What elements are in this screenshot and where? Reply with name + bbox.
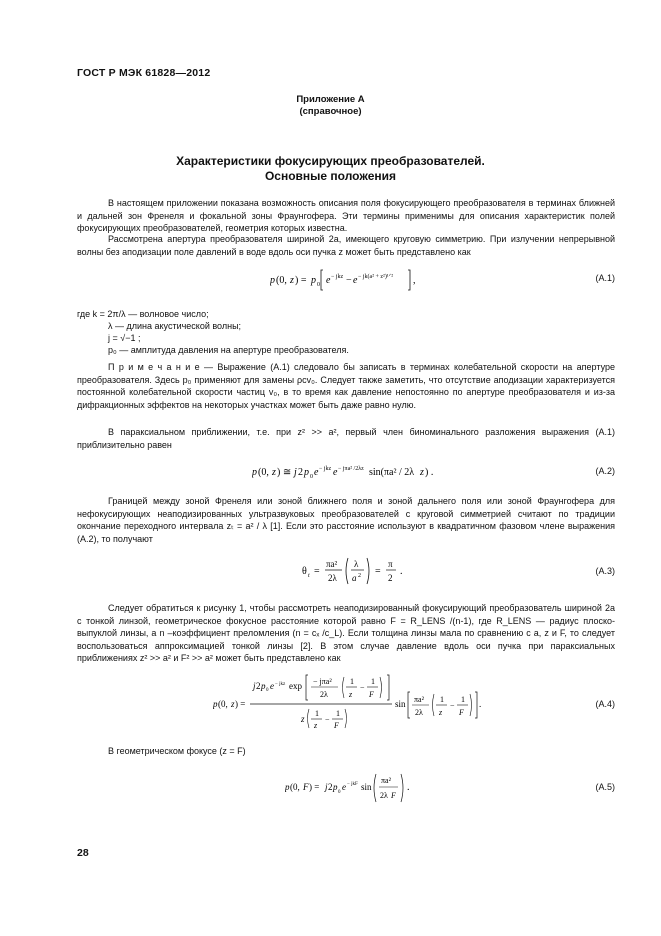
svg-text:− jkF: − jkF bbox=[347, 782, 358, 787]
equation-a2-label: (A.2) bbox=[595, 466, 615, 476]
annex-title: Приложение А bbox=[296, 94, 365, 105]
svg-text:2: 2 bbox=[298, 467, 303, 478]
svg-text:e: e bbox=[353, 275, 358, 286]
svg-text:) ≅: ) ≅ bbox=[277, 467, 292, 478]
svg-text:z: z bbox=[349, 690, 353, 699]
svg-text:− jk(a² + z²)¹ᐟ²: − jk(a² + z²)¹ᐟ² bbox=[358, 274, 393, 280]
note-paragraph: П р и м е ч а н и е — Выражение (A.1) следовало бы записать в терминах колебательной скорости на апертуре преобразователя. Здесь p₀ применяют для замены ρcv₀. Следует также заметить, что отсутствие аподизации характеризуется постоянной колебательной скорости частиц v₀, в то время как давление непостоянно по апертуре преобразователя и из-за дифракционных эффектов на некоторых участках может быть даже равно нулю. bbox=[77, 362, 615, 410]
svg-text:a: a bbox=[352, 573, 357, 583]
svg-text:z: z bbox=[231, 699, 235, 709]
svg-text:1: 1 bbox=[336, 709, 340, 718]
svg-text:p: p bbox=[311, 275, 316, 286]
svg-text:1: 1 bbox=[315, 709, 319, 718]
svg-text:p: p bbox=[213, 699, 218, 709]
svg-text:j: j bbox=[294, 467, 297, 478]
svg-text:1: 1 bbox=[461, 695, 465, 704]
svg-text:j: j bbox=[253, 681, 256, 691]
svg-text:(0,: (0, bbox=[290, 782, 300, 792]
svg-text:) =: ) = bbox=[309, 782, 320, 792]
section-title-line1: Характеристики фокусирующих преобразователей. bbox=[176, 154, 485, 168]
svg-text:sin(πa² / 2λ: sin(πa² / 2λ bbox=[369, 467, 415, 478]
equation-a3-label: (A.3) bbox=[595, 566, 615, 576]
svg-text:e: e bbox=[270, 681, 274, 691]
svg-text:) =: ) = bbox=[295, 275, 307, 286]
svg-text:2λ: 2λ bbox=[320, 690, 328, 699]
svg-text:− jkz: − jkz bbox=[319, 466, 332, 472]
equation-a4-label: (A.4) bbox=[595, 699, 615, 709]
svg-text:=: = bbox=[375, 566, 381, 577]
equation-a4 bbox=[213, 672, 483, 734]
svg-text:=: = bbox=[314, 566, 320, 577]
svg-text:2: 2 bbox=[388, 573, 393, 583]
equation-a5-label: (A.5) bbox=[595, 782, 615, 792]
where-lambda: λ — длина акустической волны; bbox=[108, 321, 242, 331]
svg-text:.: . bbox=[479, 699, 482, 709]
where-k: где k = 2π/λ — волновое число; bbox=[77, 309, 209, 319]
svg-text:) =: ) = bbox=[235, 699, 246, 709]
svg-text:t: t bbox=[308, 573, 310, 579]
svg-text:0: 0 bbox=[310, 474, 313, 480]
svg-text:2λ: 2λ bbox=[380, 791, 388, 800]
svg-text:πa²: πa² bbox=[381, 776, 391, 785]
page-number: 28 bbox=[77, 847, 89, 859]
svg-text:1: 1 bbox=[440, 695, 444, 704]
svg-text:z: z bbox=[301, 714, 305, 724]
svg-text:πa²: πa² bbox=[326, 559, 338, 569]
svg-text:p: p bbox=[333, 782, 338, 792]
section-title-line2: Основные положения bbox=[264, 169, 397, 183]
svg-text:j: j bbox=[325, 782, 328, 792]
svg-text:F: F bbox=[459, 708, 464, 717]
svg-text:− jkz: − jkz bbox=[331, 274, 344, 280]
svg-text:exp: exp bbox=[289, 681, 302, 691]
paragraph-focus: В геометрическом фокусе (z = F) bbox=[108, 746, 246, 756]
svg-text:z: z bbox=[290, 275, 294, 286]
svg-text:πa²: πa² bbox=[414, 695, 424, 704]
svg-text:2: 2 bbox=[328, 782, 333, 792]
svg-text:θ: θ bbox=[302, 566, 307, 577]
document-header: ГОСТ Р МЭК 61828—2012 bbox=[77, 67, 211, 79]
svg-text:.: . bbox=[400, 566, 403, 577]
svg-text:−: − bbox=[346, 275, 352, 286]
equation-a3-graphic bbox=[302, 554, 412, 588]
svg-text:2λ: 2λ bbox=[328, 573, 337, 583]
svg-text:p: p bbox=[252, 467, 257, 478]
svg-text:F: F bbox=[334, 721, 339, 730]
svg-text:,: , bbox=[413, 275, 416, 286]
paragraph-paraxial: В параксиальном приближении, т.е. при z² >> a², первый член биноминального разложения выражения (A.1) приблизительно равен bbox=[77, 427, 615, 450]
equation-a5 bbox=[285, 770, 415, 806]
svg-text:λ: λ bbox=[354, 559, 359, 569]
svg-text:e: e bbox=[333, 467, 338, 478]
svg-text:e: e bbox=[314, 467, 319, 478]
equation-a3 bbox=[302, 554, 412, 588]
svg-text:π: π bbox=[388, 559, 393, 569]
svg-text:− jπa² /2λz: − jπa² /2λz bbox=[338, 466, 364, 472]
svg-text:0: 0 bbox=[338, 790, 341, 795]
svg-text:p: p bbox=[270, 275, 275, 286]
svg-text:1: 1 bbox=[350, 677, 354, 686]
svg-text:0: 0 bbox=[317, 282, 320, 288]
equation-a4-graphic bbox=[213, 672, 483, 734]
svg-text:(0,: (0, bbox=[218, 699, 228, 709]
svg-text:z: z bbox=[272, 467, 276, 478]
svg-text:F: F bbox=[303, 782, 309, 792]
equation-a1-label: (A.1) bbox=[595, 273, 615, 283]
svg-text:p: p bbox=[285, 782, 290, 792]
svg-text:(0,: (0, bbox=[276, 275, 287, 286]
annex-note: (справочное) bbox=[299, 106, 362, 117]
svg-text:2: 2 bbox=[358, 573, 361, 579]
svg-text:sin: sin bbox=[361, 782, 372, 792]
svg-text:F: F bbox=[391, 791, 396, 800]
equation-a1-graphic bbox=[270, 264, 420, 294]
svg-text:p: p bbox=[304, 467, 309, 478]
where-p0: p₀ — амплитуда давления на апертуре преобразователя. bbox=[108, 345, 349, 355]
svg-text:2λ: 2λ bbox=[415, 708, 423, 717]
equation-a1 bbox=[270, 264, 420, 294]
svg-text:−: − bbox=[360, 683, 365, 692]
svg-text:(0,: (0, bbox=[258, 467, 269, 478]
svg-text:z: z bbox=[439, 708, 443, 717]
equation-a2 bbox=[252, 460, 442, 484]
svg-text:2: 2 bbox=[256, 681, 261, 691]
paragraph-aperture: Рассмотрена апертура преобразователя шириной 2a, имеющего круговую симметрию. При излучении непрерывной волны без аподизации поле давлений в воде вдоль оси пучка z может быть представлено как bbox=[77, 234, 615, 257]
paragraph-intro: В настоящем приложении показана возможность описания поля фокусирующего преобразователя в терминах ближней и дальней зон Френеля и фокальной зоны Фраунгофера. Эти термины применимы для описания характеристик полей фокусирующих преобразователей, геометрия которых известна. bbox=[77, 198, 615, 234]
svg-text:F: F bbox=[369, 690, 374, 699]
svg-text:z: z bbox=[314, 721, 318, 730]
svg-text:e: e bbox=[326, 275, 331, 286]
svg-text:1: 1 bbox=[371, 677, 375, 686]
svg-text:−: − bbox=[325, 715, 330, 724]
svg-text:sin: sin bbox=[395, 699, 406, 709]
equation-a2-graphic bbox=[252, 460, 442, 484]
svg-text:e: e bbox=[342, 782, 346, 792]
svg-text:0: 0 bbox=[266, 688, 269, 693]
equation-a5-graphic bbox=[285, 770, 415, 806]
svg-text:− jkz: − jkz bbox=[275, 682, 286, 687]
where-j: j = √−1 ; bbox=[108, 333, 141, 343]
svg-text:z: z bbox=[420, 467, 424, 478]
svg-text:−: − bbox=[450, 701, 455, 710]
svg-text:p: p bbox=[261, 681, 266, 691]
paragraph-fresnel: Границей между зоной Френеля или зоной ближнего поля и зоной дальнего поля или зоной Фраунгофера для нефокусирующих неаподизированных ультразвуковых преобразователей с круговой симметрией считают по традиции окончание переходного интервала zₜ = a² / λ [1]. Если это расстояние используют в квадратичном фазовом члене выражения (A.2), то получают bbox=[77, 496, 615, 544]
svg-text:.: . bbox=[407, 782, 410, 793]
svg-text:) .: ) . bbox=[425, 467, 434, 478]
svg-text:− jπa²: − jπa² bbox=[313, 677, 332, 686]
paragraph-lens: Следует обратиться к рисунку 1, чтобы рассмотреть неаподизированный фокусирующий преобразователь шириной 2a с тонкой линзой, геометрическое фокусное расстояние которой равно F = R_LENS /(n-1), где R_LENS — радиус плоско-выпуклой линзы, а n –коэффициент преломления (n = cₓ /c_L). Если толщина линзы мала по сравнению с a, z и F, то следует воспользоваться аппроксимацией тонкой линзы [2]. В этом случае давление вдоль оси пучка при параксиальных приближениях z² >> a² и F² >> a² может быть представлено как bbox=[77, 603, 615, 664]
